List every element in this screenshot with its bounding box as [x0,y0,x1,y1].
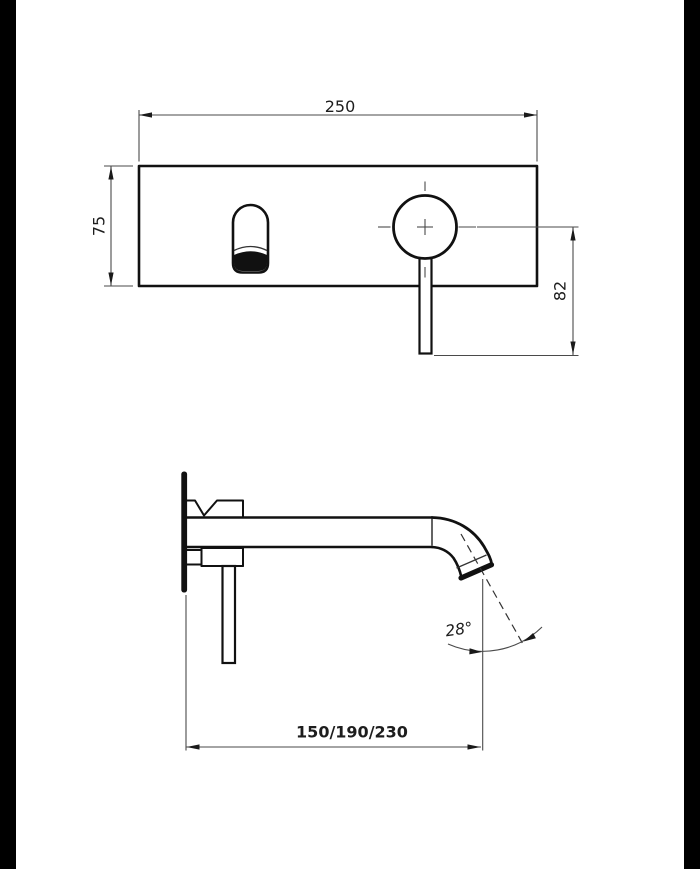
top-view [90,97,579,356]
spout-opening [234,251,267,271]
handle-lever-side [223,566,236,663]
arrowhead-up [108,167,113,180]
mount-bracket-lower [187,548,243,566]
arrowhead-left [139,112,152,117]
aerator-line [457,555,487,568]
bracket-lower-small [187,550,202,565]
dim-width [139,97,537,162]
dim-lever-drop-label: 82 [550,280,570,302]
dim-width-label: 250 [324,97,356,116]
handle-lever-front [420,250,432,354]
dim-height [90,166,134,286]
arrowhead-left [187,744,200,749]
dim-length-label: 150/190/230 [296,722,408,742]
arrowhead-up [570,228,575,241]
spout-outer-curve [432,518,492,565]
spout-inner-curve [432,547,462,578]
wall-plate-front [139,166,537,286]
dim-angle [444,619,542,655]
dim-angle-label: 28° [444,618,474,641]
spout-front [233,205,268,273]
dim-height-label: 75 [89,215,109,237]
bracket-lower-large [202,548,244,566]
arrowhead-down [570,342,575,355]
mount-bracket-upper [187,501,243,517]
arrowhead-right [524,112,537,117]
side-view [181,472,542,751]
wall-plate-side [181,472,187,593]
arrowhead-down [108,273,113,286]
spout-tip-face [461,565,492,578]
arrowhead-right [468,744,481,749]
